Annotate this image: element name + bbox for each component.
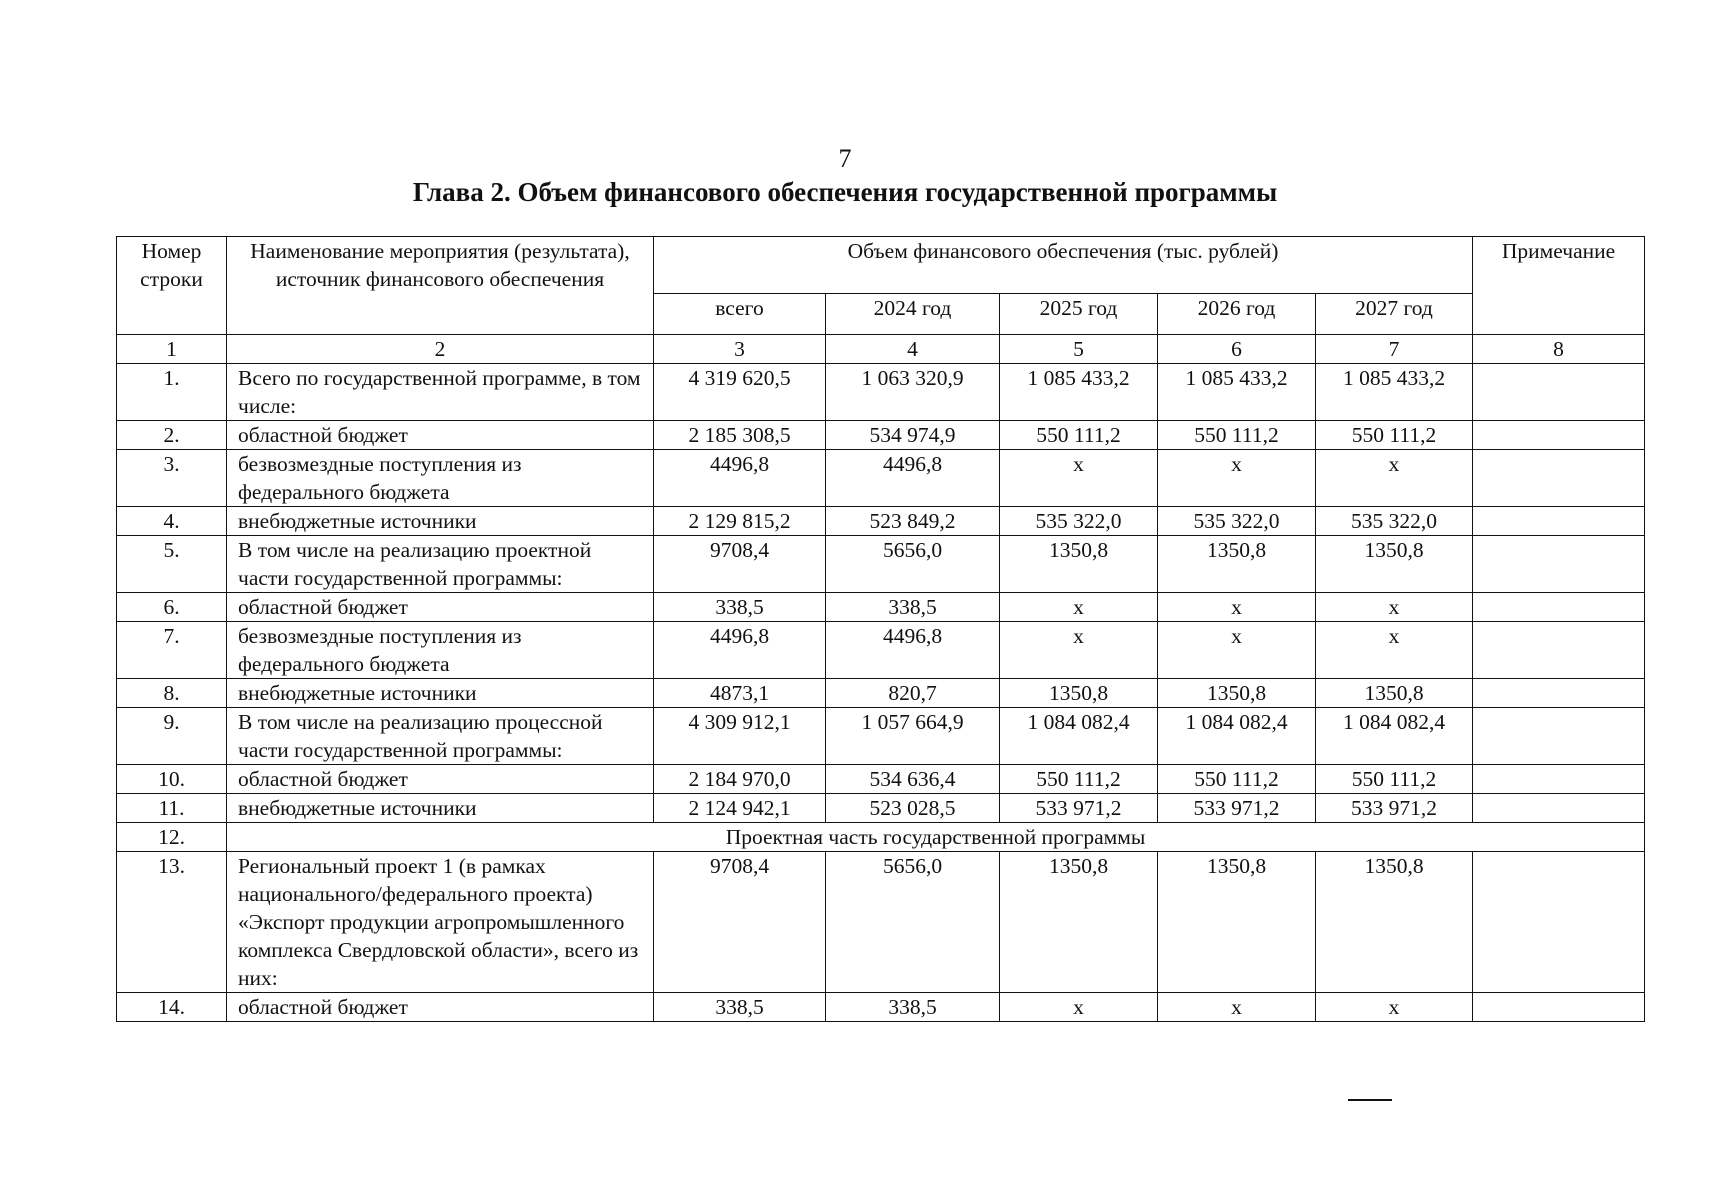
cell-total: 4496,8: [654, 450, 826, 507]
cell-2024: 523 028,5: [826, 794, 1000, 823]
cell-2025: 550 111,2: [1000, 421, 1158, 450]
row-number: 12.: [117, 823, 227, 852]
cell-2025: 1350,8: [1000, 852, 1158, 993]
cell-2025: x: [1000, 450, 1158, 507]
cell-2027: 1350,8: [1316, 536, 1473, 593]
cell-2024: 338,5: [826, 993, 1000, 1022]
cell-2026: 1350,8: [1158, 679, 1316, 708]
cell-2024: 534 636,4: [826, 765, 1000, 794]
cell-total: 2 124 942,1: [654, 794, 826, 823]
row-number: 11.: [117, 794, 227, 823]
row-number: 3.: [117, 450, 227, 507]
table-row: [117, 593, 1645, 622]
cell-2026: x: [1158, 622, 1316, 679]
row-name: областной бюджет: [227, 993, 654, 1022]
row-name: внебюджетные источники: [227, 794, 654, 823]
cell-2027: x: [1316, 622, 1473, 679]
cell-total: 4873,1: [654, 679, 826, 708]
row-number: 6.: [117, 593, 227, 622]
cell-2026: 1 084 082,4: [1158, 708, 1316, 765]
cell-total: 9708,4: [654, 536, 826, 593]
header-2025: 2025 год: [1000, 294, 1158, 335]
cell-2026: x: [1158, 450, 1316, 507]
cell-2024: 523 849,2: [826, 507, 1000, 536]
row-number: 13.: [117, 852, 227, 993]
cell-2026: 1 085 433,2: [1158, 364, 1316, 421]
table-row: [117, 622, 1645, 679]
row-name: В том числе на реализацию проектной части государственной программы:: [227, 536, 654, 593]
cell-2024: 5656,0: [826, 536, 1000, 593]
header-2027: 2027 год: [1316, 294, 1473, 335]
header-name: Наименование мероприятия (результата), источник финансового обеспечения: [227, 237, 654, 335]
cell-2026: 533 971,2: [1158, 794, 1316, 823]
cell-total: 4 319 620,5: [654, 364, 826, 421]
row-number: 8.: [117, 679, 227, 708]
column-number: 7: [1316, 335, 1473, 364]
row-name: Региональный проект 1 (в рамках национального/федерального проекта) «Экспорт продукции агропромышленного комплекса Свердловской области», всего из них:: [227, 852, 654, 993]
cell-2027: x: [1316, 593, 1473, 622]
table-row: [117, 421, 1645, 450]
table-row: [117, 507, 1645, 536]
cell-note: [1473, 450, 1645, 507]
cell-2026: 1350,8: [1158, 852, 1316, 993]
cell-total: 4496,8: [654, 622, 826, 679]
cell-2026: x: [1158, 993, 1316, 1022]
cell-note: [1473, 536, 1645, 593]
cell-2024: 4496,8: [826, 622, 1000, 679]
row-number: 9.: [117, 708, 227, 765]
header-total: всего: [654, 294, 826, 335]
row-name: Всего по государственной программе, в том числе:: [227, 364, 654, 421]
row-number: 10.: [117, 765, 227, 794]
header-note: Примечание: [1473, 237, 1645, 335]
cell-2025: 1350,8: [1000, 679, 1158, 708]
row-number: 2.: [117, 421, 227, 450]
header-row-number: Номер строки: [117, 237, 227, 335]
cell-2024: 534 974,9: [826, 421, 1000, 450]
row-name: областной бюджет: [227, 421, 654, 450]
table-row: [117, 536, 1645, 593]
cell-note: [1473, 765, 1645, 794]
header-2024: 2024 год: [826, 294, 1000, 335]
cell-note: [1473, 507, 1645, 536]
chapter-title: Глава 2. Объем финансового обеспечения государственной программы: [412, 177, 1278, 207]
cell-note: [1473, 593, 1645, 622]
column-number: 8: [1473, 335, 1645, 364]
row-name: безвозмездные поступления из федерального бюджета: [227, 450, 654, 507]
cell-2027: 550 111,2: [1316, 765, 1473, 794]
table-row: [117, 765, 1645, 794]
cell-note: [1473, 421, 1645, 450]
cell-2025: 535 322,0: [1000, 507, 1158, 536]
cell-total: 338,5: [654, 593, 826, 622]
cell-note: [1473, 852, 1645, 993]
cell-2027: x: [1316, 993, 1473, 1022]
row-number: 14.: [117, 993, 227, 1022]
cell-2026: 1350,8: [1158, 536, 1316, 593]
cell-2026: 550 111,2: [1158, 765, 1316, 794]
row-name: безвозмездные поступления из федерального бюджета: [227, 622, 654, 679]
row-name: внебюджетные источники: [227, 679, 654, 708]
cell-2027: 1 085 433,2: [1316, 364, 1473, 421]
table-row: [117, 794, 1645, 823]
column-number: 6: [1158, 335, 1316, 364]
row-number: 4.: [117, 507, 227, 536]
header-2026: 2026 год: [1158, 294, 1316, 335]
cell-total: 9708,4: [654, 852, 826, 993]
cell-2025: x: [1000, 622, 1158, 679]
cell-note: [1473, 622, 1645, 679]
cell-2026: x: [1158, 593, 1316, 622]
row-name: областной бюджет: [227, 593, 654, 622]
row-name: областной бюджет: [227, 765, 654, 794]
cell-2026: 550 111,2: [1158, 421, 1316, 450]
table-row: [117, 823, 1645, 852]
cell-2025: x: [1000, 993, 1158, 1022]
column-number: 2: [227, 335, 654, 364]
cell-2024: 4496,8: [826, 450, 1000, 507]
cell-2027: 1350,8: [1316, 852, 1473, 993]
cell-note: [1473, 679, 1645, 708]
cell-total: 338,5: [654, 993, 826, 1022]
cell-note: [1473, 708, 1645, 765]
cell-total: 2 185 308,5: [654, 421, 826, 450]
decorative-dash: [1348, 1099, 1392, 1101]
row-number: 5.: [117, 536, 227, 593]
row-name: внебюджетные источники: [227, 507, 654, 536]
financing-table: [116, 236, 1645, 1022]
cell-total: 4 309 912,1: [654, 708, 826, 765]
column-number: 1: [117, 335, 227, 364]
cell-2027: 1350,8: [1316, 679, 1473, 708]
cell-2024: 338,5: [826, 593, 1000, 622]
cell-2027: 550 111,2: [1316, 421, 1473, 450]
cell-2025: 1 085 433,2: [1000, 364, 1158, 421]
cell-2025: x: [1000, 593, 1158, 622]
header-volume: Объем финансового обеспечения (тыс. рублей): [654, 237, 1473, 294]
row-number: 7.: [117, 622, 227, 679]
cell-2024: 820,7: [826, 679, 1000, 708]
cell-2025: 1350,8: [1000, 536, 1158, 593]
table-row: [117, 450, 1645, 507]
cell-2026: 535 322,0: [1158, 507, 1316, 536]
table-row: [117, 852, 1645, 993]
table-row: [117, 679, 1645, 708]
column-number: 3: [654, 335, 826, 364]
cell-2024: 5656,0: [826, 852, 1000, 993]
table-row: [117, 364, 1645, 421]
cell-note: [1473, 364, 1645, 421]
cell-2027: x: [1316, 450, 1473, 507]
column-numbers-row: [117, 335, 1645, 364]
table-row: [117, 993, 1645, 1022]
cell-2027: 535 322,0: [1316, 507, 1473, 536]
cell-note: [1473, 794, 1645, 823]
cell-2024: 1 063 320,9: [826, 364, 1000, 421]
cell-2025: 1 084 082,4: [1000, 708, 1158, 765]
row-number: 1.: [117, 364, 227, 421]
cell-2025: 550 111,2: [1000, 765, 1158, 794]
table-row: [117, 708, 1645, 765]
cell-note: [1473, 993, 1645, 1022]
cell-2024: 1 057 664,9: [826, 708, 1000, 765]
row-name: В том числе на реализацию процессной части государственной программы:: [227, 708, 654, 765]
cell-total: 2 129 815,2: [654, 507, 826, 536]
cell-2027: 1 084 082,4: [1316, 708, 1473, 765]
cell-total: 2 184 970,0: [654, 765, 826, 794]
section-title: Проектная часть государственной программы: [227, 823, 1645, 852]
cell-2027: 533 971,2: [1316, 794, 1473, 823]
cell-2025: 533 971,2: [1000, 794, 1158, 823]
column-number: 5: [1000, 335, 1158, 364]
column-number: 4: [826, 335, 1000, 364]
page-number: 7: [838, 144, 852, 173]
